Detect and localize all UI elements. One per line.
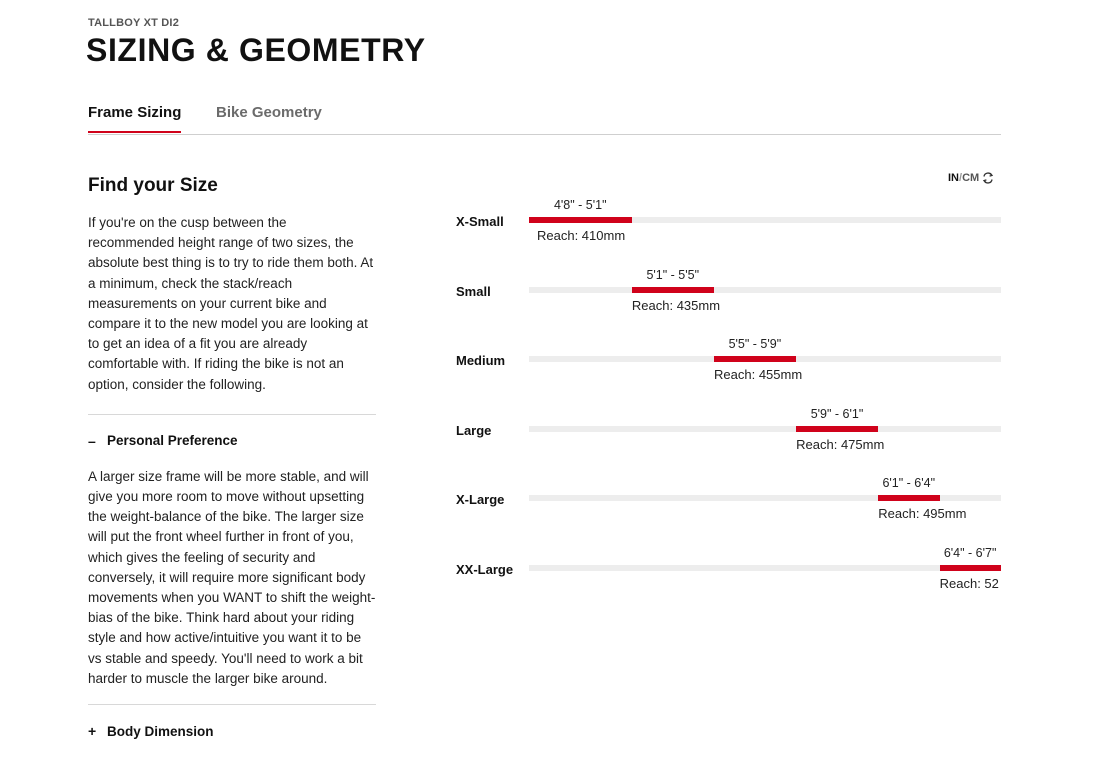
size-label: X-Large <box>456 492 505 507</box>
accordion-label: Body Dimension <box>107 723 214 739</box>
size-range-track <box>529 565 1001 571</box>
unit-toggle[interactable] <box>948 172 994 184</box>
size-row <box>456 265 1001 335</box>
accordion-body-dimension[interactable] <box>88 705 376 757</box>
size-range-bar <box>529 217 632 223</box>
size-label: Medium <box>456 353 506 368</box>
section-title: Find your Size <box>88 175 218 196</box>
size-row <box>456 334 1001 404</box>
size-range-track <box>529 287 1001 293</box>
intro-paragraph: If you're on the cusp between the recommended height range of two sizes, the absolute best thing is to try to ride them both. At a minimum, check the stack/reach measurements on your current bike and compare it to the new model you are looking at to get an idea of a fit you are already comfortable with. If riding the bike is not an option, consider the following. <box>88 215 374 392</box>
height-range-label: 5'5" - 5'9" <box>728 337 782 351</box>
unit-separator: / <box>959 172 963 184</box>
unit-in-option[interactable]: IN <box>948 172 959 184</box>
size-range-bar <box>714 356 796 362</box>
accordion-body: A larger size frame will be more stable, and will give you more room to move without upsetting the weight-balance of the bike. The larger size will put the front wheel further in front of you, which gives the feeling of security and conversely, it will require more significant body movements when you WANT to shift the weight-bias of the bike. Think hard about your riding style and how active/intuitive you want it to be vs stable and speedy. You'll need to work a bit harder to muscle the larger bike around. <box>88 468 376 686</box>
reach-label: Reach: 410mm <box>537 228 626 243</box>
reach-label: Reach: 455mm <box>714 367 803 382</box>
page-title: SIZING & GEOMETRY <box>86 32 426 68</box>
size-row <box>456 195 1001 265</box>
size-range-bar <box>940 565 1001 571</box>
size-chart <box>456 195 1001 612</box>
collapse-icon: – <box>88 432 96 449</box>
tab-bike-geometry[interactable]: Bike Geometry <box>216 104 322 121</box>
size-label: X-Small <box>456 214 504 229</box>
reach-label: Reach: 52 <box>939 575 999 591</box>
reach-label: Reach: 435mm <box>631 297 721 313</box>
size-row <box>456 473 1001 543</box>
height-range-label: 5'9" - 6'1" <box>810 406 864 421</box>
reach-label: Reach: 475mm <box>796 436 885 452</box>
size-range-track <box>529 426 1001 432</box>
height-range-label: 6'4" - 6'7" <box>943 545 997 560</box>
size-range-bar <box>796 426 878 432</box>
product-eyebrow: TALLBOY XT DI2 <box>88 17 180 29</box>
height-range-label: 6'1" - 6'4" <box>882 476 936 490</box>
height-range-label: 4'8" - 5'1" <box>553 198 607 212</box>
unit-cm-option[interactable]: CM <box>962 172 980 184</box>
size-label: Large <box>456 422 492 438</box>
size-row <box>456 543 1001 613</box>
size-range-track <box>529 495 1001 501</box>
size-range-bar <box>632 287 714 293</box>
tab-frame-sizing[interactable]: Frame Sizing <box>88 104 182 121</box>
size-range-track <box>529 217 1001 223</box>
size-range-track <box>529 356 1001 362</box>
expand-icon: + <box>88 723 97 740</box>
size-label: Small <box>456 283 491 299</box>
size-row <box>456 404 1001 474</box>
height-range-label: 5'1" - 5'5" <box>646 267 700 282</box>
accordion-personal-preference[interactable] <box>88 415 376 467</box>
tab-bar <box>88 100 1001 135</box>
size-label: XX-Large <box>456 561 514 577</box>
reach-label: Reach: 495mm <box>878 506 967 521</box>
size-range-bar <box>878 495 939 501</box>
sizing-info-column <box>88 170 376 757</box>
accordion-label: Personal Preference <box>107 433 238 449</box>
swap-icon <box>982 172 994 184</box>
